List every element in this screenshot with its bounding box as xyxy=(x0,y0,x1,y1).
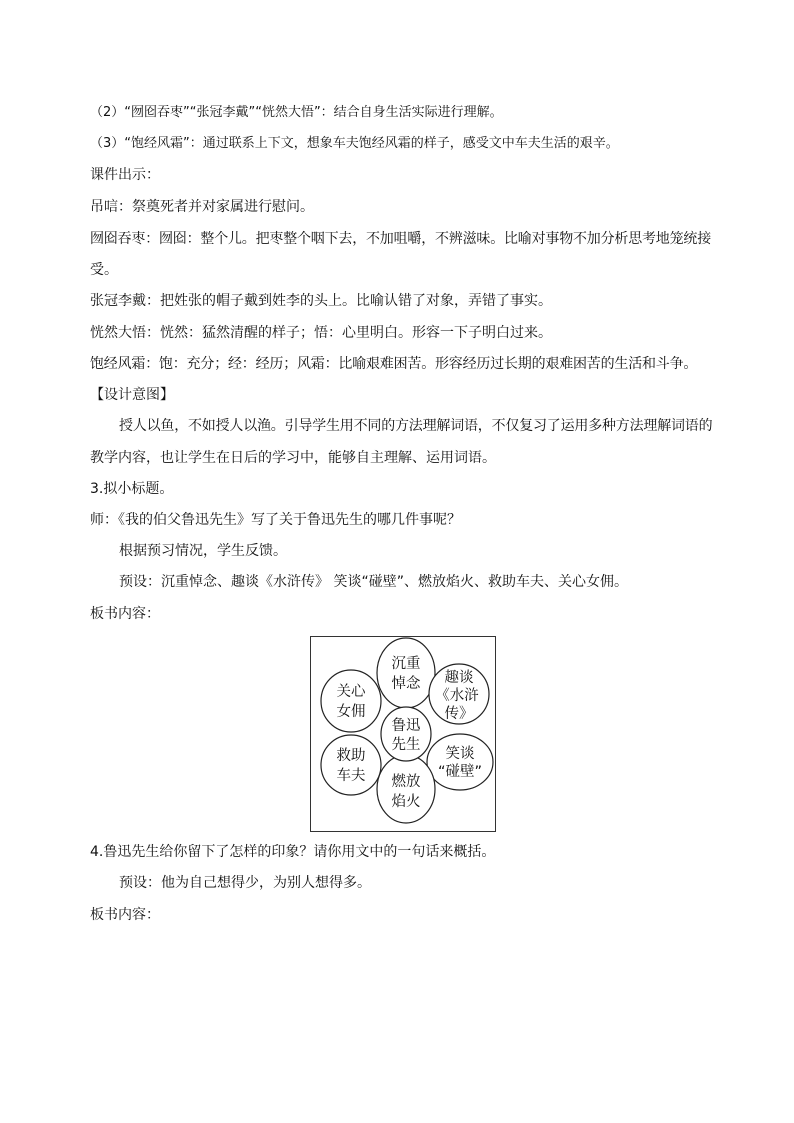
svg-text:车夫: 车夫 xyxy=(336,768,366,784)
text-line-11: 授人以鱼，不如授人以渔。引导学生用不同的方法理解词语，不仅复习了运用多种方法理解词语的 xyxy=(119,418,713,434)
text-line-14: 师：《我的伯父鲁迅先生》写了关于鲁迅先生的哪几件事呢？ xyxy=(90,512,461,528)
text-line-16: 预设：沉重悼念、趣谈《水浒传》 笑谈“碰壁”、燃放焰火、救助车夫、关心女佣。 xyxy=(119,574,628,590)
text-line-3: 课件出示： xyxy=(90,167,160,183)
flower-diagram xyxy=(310,636,496,832)
svg-text:悼念: 悼念 xyxy=(391,676,421,692)
svg-text:《水浒: 《水浒 xyxy=(435,688,479,704)
text-line-1: （2）“囫囵吞枣”“张冠李戴”“恍然大悟”：结合自身生活实际进行理解。 xyxy=(90,105,503,120)
text-line-4: 吊唁：祭奠死者并对家属进行慰问。 xyxy=(90,199,314,215)
section-3-heading: 3.拟小标题。 xyxy=(90,481,174,497)
petal-upper-right xyxy=(429,664,489,724)
svg-text:趣谈: 趣谈 xyxy=(444,670,474,686)
flower-center xyxy=(381,707,431,761)
petal-bottom xyxy=(377,755,435,823)
svg-text:“碰壁”: “碰壁” xyxy=(437,764,483,780)
design-intent-heading: 【设计意图】 xyxy=(90,387,174,403)
svg-text:女佣: 女佣 xyxy=(336,704,366,720)
text-line-after-2: 预设：他为自己想得少，为别人想得多。 xyxy=(119,875,371,891)
text-line-12: 教学内容，也让学生在日后的学习中，能够自主理解、运用词语。 xyxy=(90,450,496,466)
board-content-label-1: 板书内容： xyxy=(90,606,160,622)
text-line-5: 囫囵吞枣：囫囵：整个儿。把枣整个咽下去，不加咀嚼，不辨滋味。比喻对事物不加分析思考地笼统接 xyxy=(90,231,711,247)
svg-text:焰火: 焰火 xyxy=(391,794,421,810)
section-4-heading: 4.鲁迅先生给你留下了怎样的印象？请你用文中的一句话来概括。 xyxy=(90,844,496,860)
text-line-15: 根据预习情况，学生反馈。 xyxy=(119,543,287,559)
svg-text:燃放: 燃放 xyxy=(391,774,421,790)
petal-lower-right xyxy=(427,734,493,790)
svg-text:传》: 传》 xyxy=(444,706,474,722)
text-line-9: 饱经风霜：饱：充分；经：经历；风霜：比喻艰难困苦。形容经历过长期的艰难困苦的生活和斗争。 xyxy=(90,356,698,372)
svg-text:笑谈: 笑谈 xyxy=(445,746,475,762)
svg-text:救助: 救助 xyxy=(336,748,366,764)
text-line-7: 张冠李戴：把姓张的帽子戴到姓李的头上。比喻认错了对象，弄错了事实。 xyxy=(90,293,552,309)
petal-top xyxy=(377,638,435,708)
svg-text:沉重: 沉重 xyxy=(391,656,421,672)
svg-text:鲁迅: 鲁迅 xyxy=(391,718,421,734)
svg-text:关心: 关心 xyxy=(336,684,366,700)
text-line-8: 恍然大悟：恍然：猛然清醒的样子；悟：心里明白。形容一下子明白过来。 xyxy=(90,325,552,341)
petal-lower-left xyxy=(321,735,381,795)
text-line-6: 受。 xyxy=(90,262,118,278)
petal-upper-left xyxy=(321,670,381,732)
board-content-label-2: 板书内容： xyxy=(90,907,160,923)
text-line-2: （3）“饱经风霜”：通过联系上下文，想象车夫饱经风霜的样子，感受文中车夫生活的艰辛。 xyxy=(90,136,619,151)
svg-text:先生: 先生 xyxy=(391,737,421,753)
